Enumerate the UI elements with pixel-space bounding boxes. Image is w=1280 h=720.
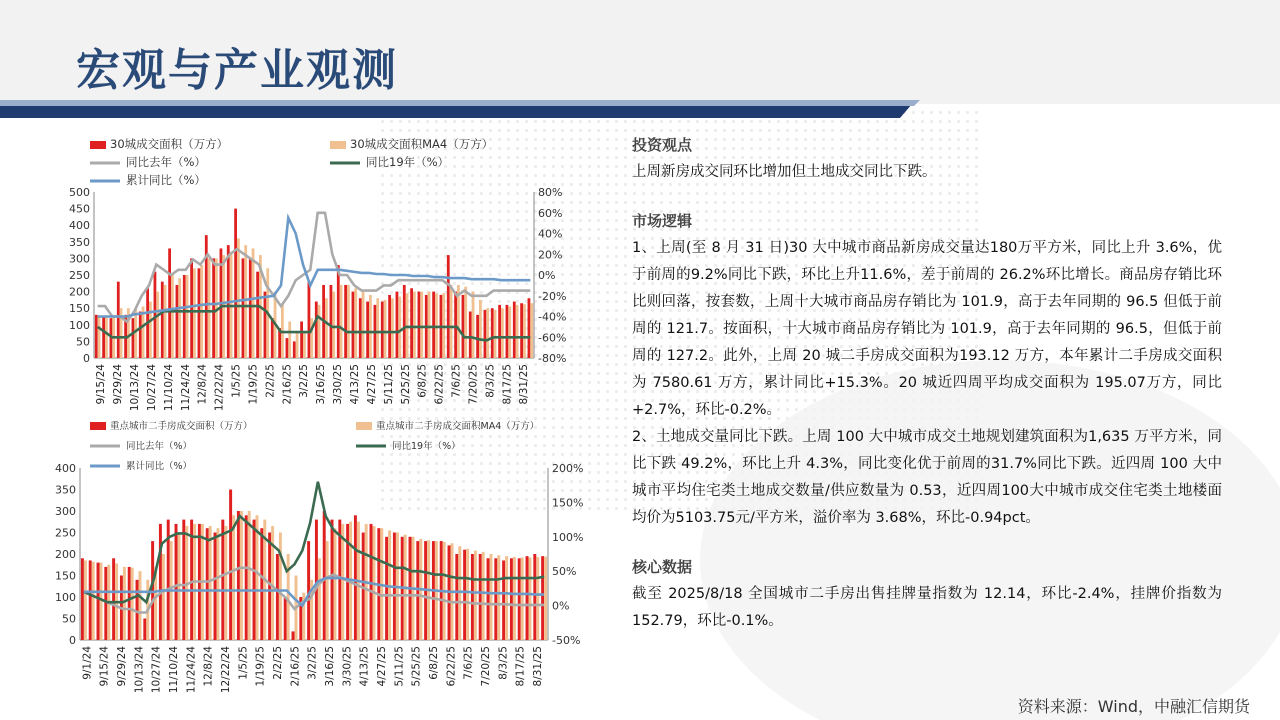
c1-ytick-left: 0 [83,352,90,365]
c2-xtick: 2/2/25 [272,646,285,680]
c2-bar [487,558,490,640]
c1-bar [249,258,252,358]
c2-bar [229,490,232,641]
c1-bar-ma4 [193,268,196,358]
c1-legend-label-2: 同比去年（%） [126,155,206,169]
c2-bar [128,567,131,640]
c2-bar [276,554,279,640]
c1-bar-ma4 [516,305,519,358]
c1-xtick: 1/19/25 [247,364,260,405]
c2-xtick: 6/8/25 [428,646,441,680]
c1-bar [513,302,516,358]
c1-xtick: 3/16/25 [315,364,328,405]
c1-bar-ma4 [354,288,357,358]
c2-ytick-left: 200 [55,548,76,561]
c1-bar [154,272,157,358]
c1-bar-ma4 [332,292,335,358]
c2-bar-ma4 [256,515,259,640]
c1-bar [286,338,289,358]
c1-bar [506,305,509,358]
c1-bar-ma4 [98,317,101,359]
c1-bar-ma4 [486,308,489,358]
c1-bar [418,292,421,358]
c2-bar [455,554,458,640]
c1-bar-ma4 [530,303,533,358]
c2-bar [385,537,388,640]
c1-bar-ma4 [420,292,423,358]
c1-bar [102,317,105,359]
c2-bar [323,511,326,640]
c1-bar-ma4 [347,285,350,358]
c2-xtick: 2/16/25 [289,646,302,687]
c2-xtick: 11/24/24 [185,646,198,694]
c2-bar-ma4 [497,555,500,640]
c2-bar-ma4 [326,541,329,640]
c2-bar-ma4 [341,524,344,640]
c2-bar [112,558,115,640]
c1-bar [454,292,457,358]
c1-ytick-left: 250 [69,269,90,282]
c1-bar [95,315,98,358]
c1-ytick-right: 80% [538,186,563,199]
c2-bar-ma4 [131,568,134,640]
c1-bar-ma4 [244,245,247,358]
c1-ytick-right: -60% [538,331,567,345]
c1-bar-ma4 [164,285,167,358]
c2-ytick-right: 50% [552,565,577,579]
c1-bar-ma4 [208,258,211,358]
c2-bar [463,550,466,640]
c2-bar [182,520,185,640]
source-note: 资料来源：Wind，中融汇信期货 [1017,697,1250,716]
viewpoint-text: 上周新房成交同环比增加但土地成交同比下跌。 [632,164,937,180]
c1-xtick: 9/15/24 [95,364,108,405]
c1-xtick: 4/13/25 [349,364,361,405]
c1-bar [528,298,531,358]
c1-bar-ma4 [252,248,255,358]
c1-xtick: 3/2/25 [298,364,311,398]
c2-ytick-left: 400 [55,462,76,475]
c2-bar-ma4 [521,557,524,640]
c2-xtick: 5/25/25 [410,646,423,687]
c1-ytick-left: 300 [69,252,90,266]
c1-bar [168,248,171,358]
c2-bar [245,515,248,640]
c2-bar-ma4 [92,562,95,640]
c2-ytick-left: 100 [55,591,76,604]
c2-bar-ma4 [536,557,539,640]
c2-ytick-left: 50 [62,612,76,626]
c2-bar-ma4 [240,511,243,640]
c1-bar [308,282,311,358]
c2-xtick: 5/11/25 [393,646,406,687]
c1-bar-ma4 [398,297,401,358]
c1-bar [447,255,450,358]
c1-legend-label-3: 同比19年（%） [366,155,450,169]
c2-bar-ma4 [482,552,485,640]
c2-ytick-left: 150 [55,569,76,583]
c1-ytick-right: -40% [538,310,567,324]
c1-xtick: 8/31/25 [518,364,531,405]
c1-bar [190,258,193,358]
c1-xtick: 6/8/25 [416,364,429,398]
c1-ytick-right: 0% [538,269,556,282]
c2-xtick: 9/1/24 [81,646,94,680]
c1-bar-ma4 [171,275,174,358]
c2-bar-ma4 [505,556,508,640]
c1-xtick: 2/16/25 [281,364,294,405]
c1-bar [432,292,435,358]
c2-legend-label-2: 同比去年（%） [126,441,193,452]
c1-xtick: 2/2/25 [264,364,277,398]
c1-bar-ma4 [362,292,365,358]
c2-bar [206,528,209,640]
c2-bar-ma4 [458,546,461,640]
c2-bar-ma4 [474,551,477,640]
c1-legend-swatch-1 [330,141,346,149]
c1-bar-ma4 [296,331,299,358]
c2-ytick-left: 250 [55,526,76,540]
section-title-core-data: 核心数据 [632,558,693,576]
c1-bar [484,310,487,358]
c1-bar [117,282,120,358]
c2-bar-ma4 [287,554,290,640]
c1-legend-label-4: 累计同比（%） [126,173,206,187]
c2-xtick: 12/8/24 [202,646,215,687]
c1-xtick: 8/17/25 [501,364,514,405]
c1-bar-ma4 [105,317,108,358]
c2-bar [315,520,318,640]
logic-paragraph-1: 1、上周(至 8 月 31 日)30 大中城市商品新房成交量达180万平方米，同比上升 3.6%，优于前周的9.2%同比下跌，环比上升11.6%，差于前周的 26.2%环比增长。商品房存销比环比则回落，按套数，上周十大城市商品房存销比为 101.9，高于去年同期的 96.5 但低于前周的 121.7。按面积，十大城市商品房存销比为 101.9，高于去年同期的 96.5，但低于前周的 127.2。此外，上周 20 城二手房成交面积为193.12 万方，本年累计二手房成交面积为 7580.61 万方，累计同比+15.3%。20 城近四周平均成交面积为 195.07万方，同比+2.7%，环比-0.2%。 [632,240,1222,418]
c2-bar-ma4 [217,528,220,640]
c1-bar [359,298,362,358]
c2-bar-ma4 [100,563,103,640]
c1-xtick: 1/5/25 [230,364,243,398]
c2-ytick-left: 0 [69,634,76,647]
c1-bar [337,265,340,358]
c1-bar [176,285,179,358]
c2-bar [471,554,474,640]
c1-ytick-right: 40% [538,227,563,241]
c2-bar [510,558,513,640]
c1-bar [234,209,237,358]
c2-xtick: 10/13/24 [133,646,146,694]
c1-bar-ma4 [428,292,431,358]
c1-bar-ma4 [156,292,159,358]
c1-bar [293,341,296,358]
c1-bar [161,282,164,358]
c2-xtick: 10/27/24 [150,646,163,694]
c2-bar-ma4 [139,571,142,640]
c1-bar-ma4 [391,298,394,358]
c1-bar [520,303,523,358]
c1-ytick-left: 200 [69,285,90,299]
c1-bar-ma4 [523,304,526,358]
c1-bar-ma4 [303,331,306,358]
c2-bar [89,560,92,640]
c2-xtick: 1/5/25 [237,646,250,680]
c1-bar [491,308,494,358]
c1-ytick-left: 400 [69,219,90,233]
c1-xtick: 10/27/24 [145,364,158,412]
c1-xtick: 6/22/25 [433,364,446,405]
c1-ytick-right: -80% [538,352,567,365]
c2-legend-swatch-0 [90,422,106,430]
c1-bar [469,312,472,358]
c1-ytick-left: 500 [69,186,90,199]
c2-bar-ma4 [123,567,126,640]
c1-bar [139,312,142,358]
c2-xtick: 8/31/25 [532,646,545,687]
c1-xtick: 5/25/25 [399,364,412,405]
c2-bar [143,619,146,641]
c2-xtick: 9/29/24 [116,646,129,687]
c2-bar-ma4 [248,511,251,640]
c1-bar-ma4 [472,292,475,358]
c1-bar [352,292,355,358]
c2-bar [292,631,295,640]
c2-bar [104,567,107,640]
c1-xtick: 3/30/25 [332,364,345,405]
core-data-text: 截至 2025/8/18 全国城市二手房出售挂牌量指数为 12.14，环比-2.4%，挂牌价指数为 152.79，环比-0.1%。 [632,586,1222,629]
c2-bar-ma4 [84,560,87,640]
c1-xtick: 5/11/25 [382,364,395,405]
c1-bar-ma4 [450,285,453,358]
c1-bar-ma4 [318,305,321,358]
c1-bar-ma4 [149,302,152,358]
c1-ytick-left: 450 [69,202,90,216]
c1-bar [242,258,245,358]
c2-bar [260,528,263,640]
c2-legend-label-1: 重点城市二手房成交面积MA4（万方） [376,421,540,432]
c2-xtick: 7/6/25 [462,646,475,680]
c1-bar [300,321,303,358]
c1-legend-label-1: 30城成交面积MA4（万方） [350,137,494,151]
c1-bar-ma4 [376,298,379,358]
section-title-logic: 市场逻辑 [632,212,693,230]
c1-bar-ma4 [413,292,416,358]
c1-bar-ma4 [494,310,497,358]
c2-bar-ma4 [318,558,321,640]
c2-bar [159,524,162,640]
c1-bar [366,302,369,358]
c2-xtick: 6/22/25 [445,646,458,687]
c1-bar-ma4 [288,321,291,358]
c1-xtick: 8/3/25 [484,364,497,398]
analysis-panel [632,132,1222,635]
c1-bar [410,288,413,358]
c2-bar [502,560,505,640]
c2-xtick: 9/15/24 [98,646,111,687]
c1-bar-ma4 [325,298,328,358]
c1-xtick: 7/6/25 [450,364,463,398]
c1-bar [330,285,333,358]
c2-xtick: 12/22/24 [220,646,233,694]
c1-xtick: 7/20/25 [467,364,480,405]
c2-xtick: 4/27/25 [376,646,389,687]
c1-ytick-left: 100 [69,318,90,332]
c2-bar [331,520,334,640]
c1-ytick-right: -20% [538,289,567,303]
c1-bar-ma4 [237,238,240,358]
c2-ytick-right: 200% [552,462,584,475]
c1-ytick-right: 20% [538,248,563,262]
section-title-viewpoint: 投资观点 [632,136,693,154]
c2-bar [214,533,217,641]
c2-bar-ma4 [232,515,235,640]
c2-ytick-right: 0% [552,599,570,613]
c1-xtick: 11/24/24 [179,364,192,412]
c1-bar [212,258,215,358]
c1-bar [388,295,391,358]
c1-bar [271,318,274,358]
c1-bar [264,292,267,358]
c1-ytick-left: 150 [69,302,90,316]
c2-bar [533,554,536,640]
logic-paragraph-2: 2、土地成交量同比下跌。上周 100 大中城市成交土地规划建筑面积为1,635 万平方米，同比下跌 49.2%，环比上升 4.3%，同比变化优于前周的31.7%同比下跌。近四周 100 大中城市平均住宅类土地成交数量/供应数量为 0.53，近四周100大中城市成交住宅类土地楼面均价为5103.75元/平方米，溢价率为 3.68%，环比-0.94pct。 [632,429,1222,526]
c2-legend-label-0: 重点城市二手房成交面积（万方） [110,421,253,432]
c2-xtick: 11/10/24 [168,646,181,694]
c1-bar [396,292,399,358]
c1-ytick-left: 50 [76,335,90,349]
c1-bar-ma4 [479,300,482,358]
c1-bar [381,302,384,358]
c2-bar-ma4 [334,528,337,640]
c2-bar [237,511,240,640]
c2-bar-ma4 [466,549,469,640]
c1-bar [344,285,347,358]
c1-bar-ma4 [464,287,467,358]
c1-bar [476,315,479,358]
c1-xtick: 12/22/24 [213,364,226,412]
c2-bar [494,558,497,640]
c1-xtick: 4/27/25 [365,364,378,405]
c1-bar-ma4 [186,275,189,358]
c1-bar-ma4 [508,307,511,358]
c1-xtick: 12/8/24 [196,364,209,405]
c2-bar [136,580,139,640]
c2-bar [541,556,544,640]
c1-ytick-right: 60% [538,206,563,220]
c1-bar-ma4 [369,295,372,358]
c2-ytick-left: 350 [55,483,76,497]
c2-bar [97,563,100,640]
c2-ytick-right: 150% [552,496,584,510]
c1-legend-swatch-0 [90,141,106,149]
c2-legend-swatch-1 [356,422,372,430]
c2-bar-ma4 [224,526,227,640]
c1-bar [183,275,186,358]
c2-bar-ma4 [209,526,212,640]
c2-xtick: 3/2/25 [306,646,319,680]
chart-new-home-sales-svg [60,132,580,422]
c1-xtick: 10/13/24 [129,364,141,412]
c1-ytick-left: 350 [69,235,90,249]
c2-bar-ma4 [490,554,493,640]
c1-bar-ma4 [178,278,181,358]
c1-bar [198,268,201,358]
c2-legend-label-4: 累计同比（%） [126,461,193,472]
c2-xtick: 3/30/25 [341,646,354,687]
c2-xtick: 7/20/25 [480,646,493,687]
c2-xtick: 8/17/25 [514,646,527,687]
c1-legend-label-0: 30城成交面积（万方） [110,137,229,151]
c2-xtick: 8/3/25 [497,646,510,680]
c2-bar [253,520,256,640]
c2-ytick-right: 100% [552,530,584,544]
c1-bar-ma4 [340,285,343,358]
chart-new-home-sales [60,132,580,422]
c1-bar [256,272,259,358]
c2-bar-ma4 [162,554,165,640]
c2-ytick-right: -50% [552,634,581,647]
c2-bar [526,556,529,640]
c2-xtick: 1/19/25 [254,646,267,687]
page-title: 宏观与产业观测 [76,45,398,96]
c2-bar [221,520,224,640]
c1-xtick: 9/29/24 [112,364,125,405]
c2-bar [518,558,521,640]
c2-bar [175,524,178,640]
c1-bar [403,285,406,358]
c2-bar [479,554,482,640]
c2-bar-ma4 [529,557,532,640]
chart-second-hand-sales-svg [55,418,584,718]
c2-bar [284,597,287,640]
c1-bar [462,295,465,358]
c2-bar-ma4 [544,557,547,640]
c2-bar [81,558,84,640]
c2-ytick-left: 300 [55,505,76,518]
c1-bar [498,305,501,358]
c2-xtick: 4/13/25 [358,646,371,687]
c1-bar [315,302,318,358]
c2-bar-ma4 [513,557,516,640]
c2-bar [416,541,419,640]
c2-legend-label-3: 同比19年（%） [392,441,461,452]
c2-xtick: 3/16/25 [324,646,337,687]
c1-bar-ma4 [501,308,504,358]
c2-bar-ma4 [279,533,282,641]
c1-bar-ma4 [384,300,387,358]
chart-second-hand-sales [55,418,584,718]
c2-bar [354,515,357,640]
c1-bar [132,318,135,358]
c1-xtick: 11/10/24 [162,364,175,412]
